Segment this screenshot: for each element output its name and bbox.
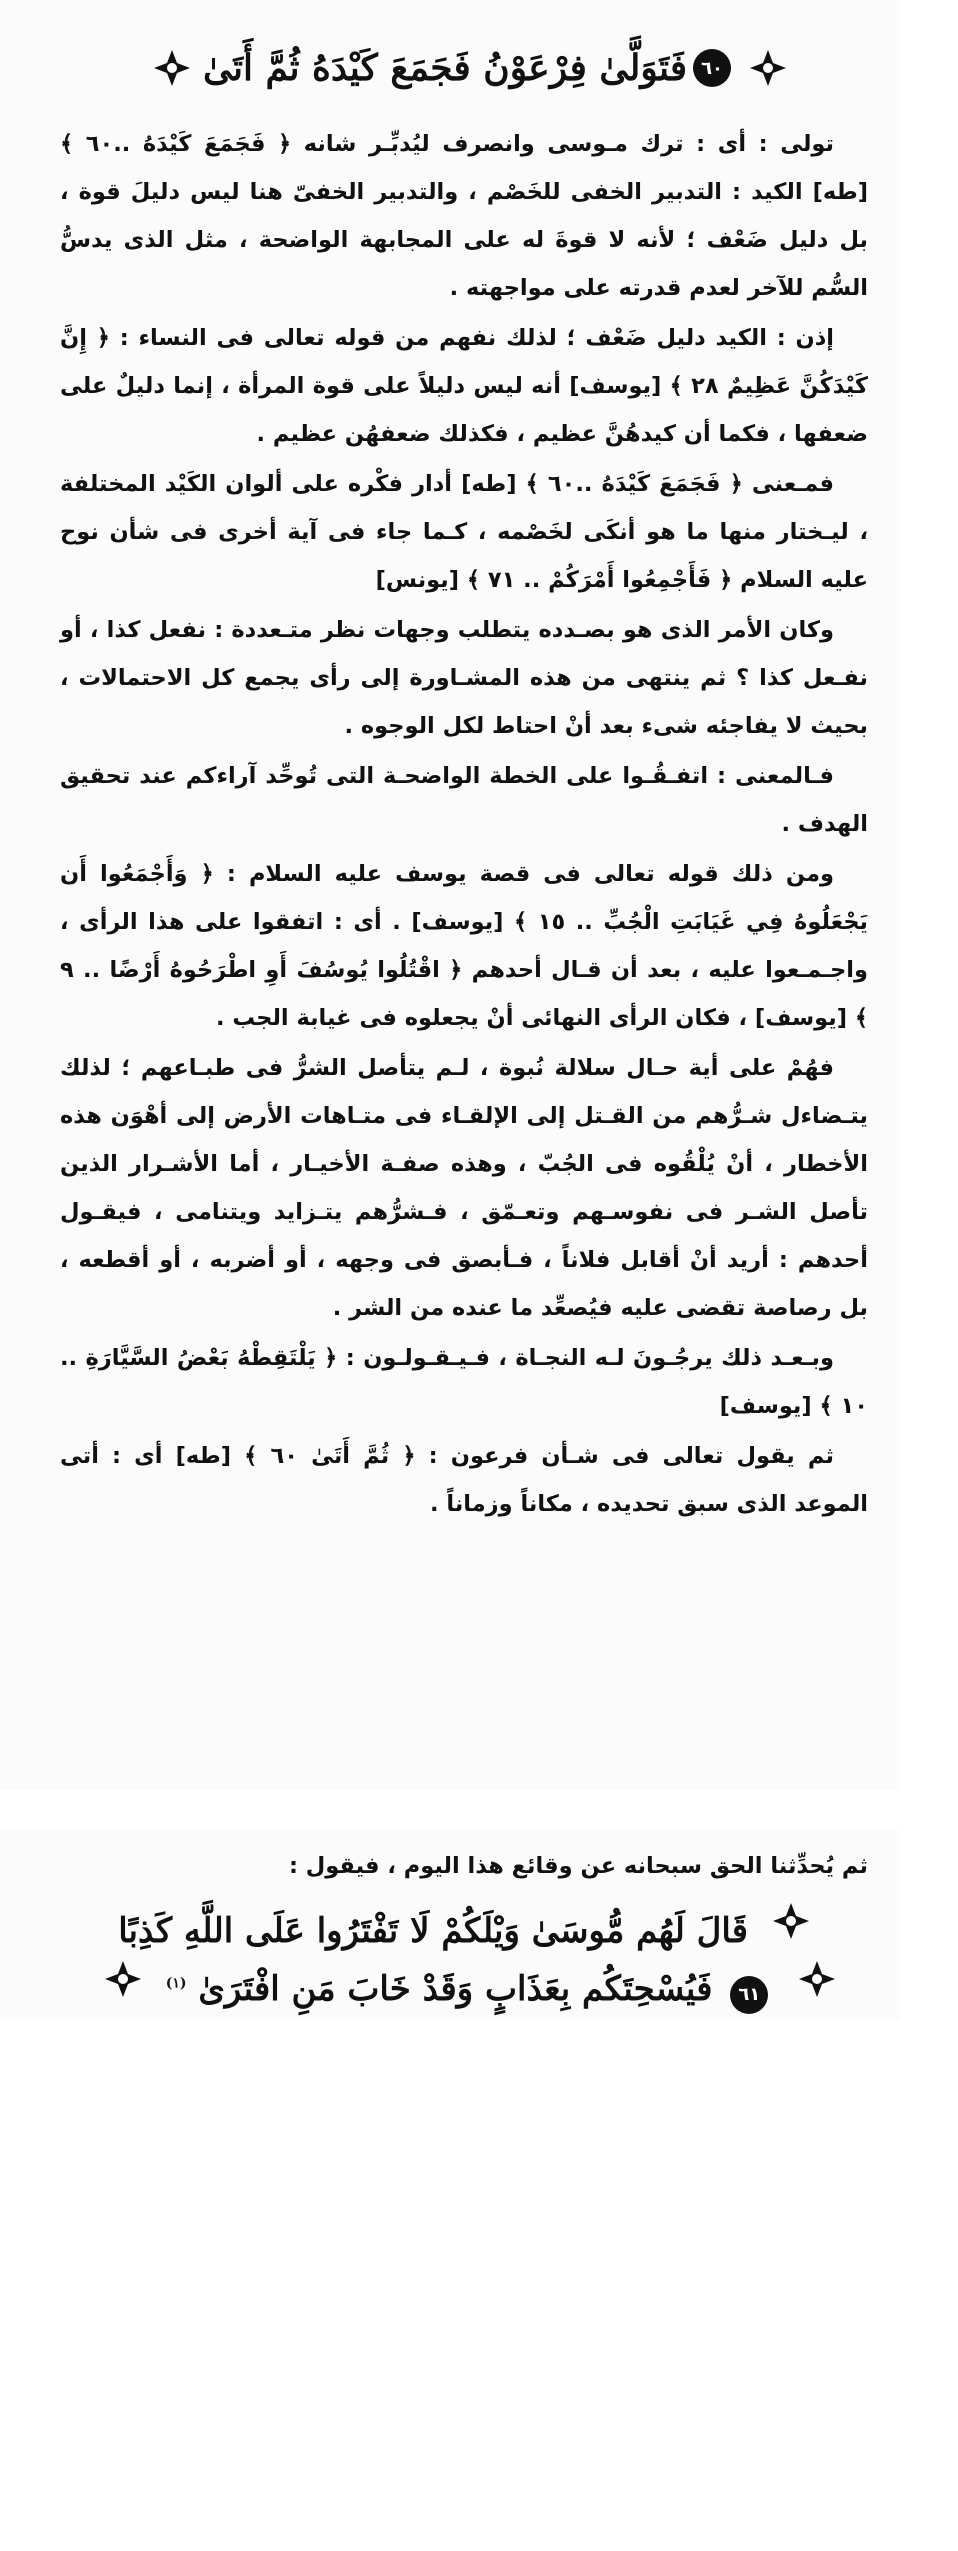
commentary-body <box>60 120 868 1530</box>
paragraph: فهُمْ على أية حـال سلالة نُبوة ، لـم يتأصل الشرُّ فى طبـاعهم ؛ لذلك يتـضاءل شـرُّهم من القـتل إلى الإلقـاء فى متـاهات الأرض إلى أهْوَن هذه الأخطار ، أنْ يُلْقُوه فى الجُبّ ، وهذه صفـة الأخيـار ، أما الأشـرار الذين تأصل الشـر فى نفوسـهم وتعـمّق ، فـشرُّهم يتـزايد ويتنامى ، فيقـول أحدهم : أريد أنْ أقابل فلاناً ، فـأبصق فى وجهه ، أو أضربه ، أو أقطعه ، بل رصاصة تقضى عليه فيُصعِّد ما عنده من الشر . <box>60 1055 868 1321</box>
verse-line <box>80 1900 860 1951</box>
verse-text: فَيُسْحِتَكُم بِعَذَابٍ وَقَدْ خَابَ مَنِ افْتَرَىٰ <box>198 1969 713 2009</box>
paragraph: فمـعنى ﴿ فَجَمَعَ كَيْدَهُ ..٦٠ ﴾ [طه] أدار فكْره على ألوان الكَيْد المختلفة ، ليـختار منها ما هو أنكَى لخَصْمه ، كـما جاء فى آية أخرى فى شأن نوح عليه السلام ﴿ فَأَجْمِعُوا أَمْرَكُمْ .. ٧١ ﴾ [يونس] <box>60 471 868 593</box>
paragraph: فـالمعنى : اتفـقُـوا على الخطة الواضحـة التى تُوحِّد آراءكم عند تحقيق الهدف . <box>60 763 868 837</box>
ornament-icon <box>770 1900 812 1942</box>
verse-banner <box>120 32 820 104</box>
paragraph: إذن : الكيد دليل ضَعْف ؛ لذلك نفهم من قوله تعالى فى النساء : ﴿ إِنَّ كَيْدَكُنَّ عَظِيمٌ ٢٨ ﴾ [يوسف] أنه ليس دليلاً على قوة المرأة ، إنما دليلٌ على ضعفها ، فكما أن كيدهُنَّ عظيم ، فكذلك ضعفهُن عظيم . <box>60 325 868 447</box>
verse-text: قَالَ لَهُم مُّوسَىٰ وَيْلَكُمْ لَا تَفْتَرُوا عَلَى اللَّهِ كَذِبًا <box>118 1911 748 1951</box>
ornament-icon <box>796 1958 838 2000</box>
paragraph: وكان الأمر الذى هو بصـدده يتطلب وجهات نظر متـعددة : نفعل كذا ، أو نفـعل كذا ؟ ثم ينتهى من هذه المشـاورة إلى رأى يجمع كل الاحتمالات ، بحيث لا يفاجئه شىء بعد أنْ احتاط لكل الوجوه . <box>60 617 868 739</box>
footnote-marker: (١) <box>165 1975 187 1992</box>
paragraph: ثم يقول تعالى فى شـأن فرعون : ﴿ ثُمَّ أَتَىٰ ٦٠ ﴾ [طه] أى : أتى الموعد الذى سبق تحديده ، مكاناً وزماناً . <box>60 1443 868 1517</box>
paragraph: وبـعـد ذلك يرجُـونَ لـه النجـاة ، فـيـقـولـون : ﴿ يَلْتَقِطْهُ بَعْضُ السَّيَّارَةِ .. ١٠ ﴾ [يوسف] <box>60 1345 868 1419</box>
verse-number-badge: ٦٠ <box>693 49 731 87</box>
verse-text: فَتَوَلَّىٰ فِرْعَوْنُ فَجَمَعَ كَيْدَهُ ثُمَّ أَتَىٰ <box>202 47 688 89</box>
paragraph: تولى : أى : ترك مـوسى وانصرف ليُدبِّـر شانه ﴿ فَجَمَعَ كَيْدَهُ ..٦٠ ﴾ [طه] الكيد : التدبير الخفى للخَصْم ، والتدبير الخفىّ هنا ليس دليلَ قوة ، بل دليل ضَعْف ؛ لأنه لا قوةَ له على المجابهة الواضحة ، مثل الذى يدسُّ السُّم للآخر لعدم قدرته على مواجهته . <box>60 131 868 301</box>
verse-number-badge: ٦١ <box>730 1976 768 2014</box>
section-intro: ثم يُحدِّثنا الحق سبحانه عن وقائع هذا اليوم ، فيقول : <box>288 1853 868 1879</box>
ornament-icon <box>747 47 789 89</box>
ornament-icon <box>102 1958 144 2000</box>
verse-line <box>80 1958 860 2014</box>
paragraph: ومن ذلك قوله تعالى فى قصة يوسف عليه السلام : ﴿ وَأَجْمَعُوا أَن يَجْعَلُوهُ فِي غَيَابَتِ الْجُبِّ .. ١٥ ﴾ [يوسف] . أى : اتفقوا على هذا الرأى ، واجـمـعوا عليه ، بعد أن قـال أحدهم ﴿ اقْتُلُوا يُوسُفَ أَوِ اطْرَحُوهُ أَرْضًا .. ٩ ﴾ [يوسف] ، فكان الرأى النهائى أنْ يجعلوه فى غيابة الجب . <box>60 861 868 1031</box>
ornament-icon <box>151 47 193 89</box>
